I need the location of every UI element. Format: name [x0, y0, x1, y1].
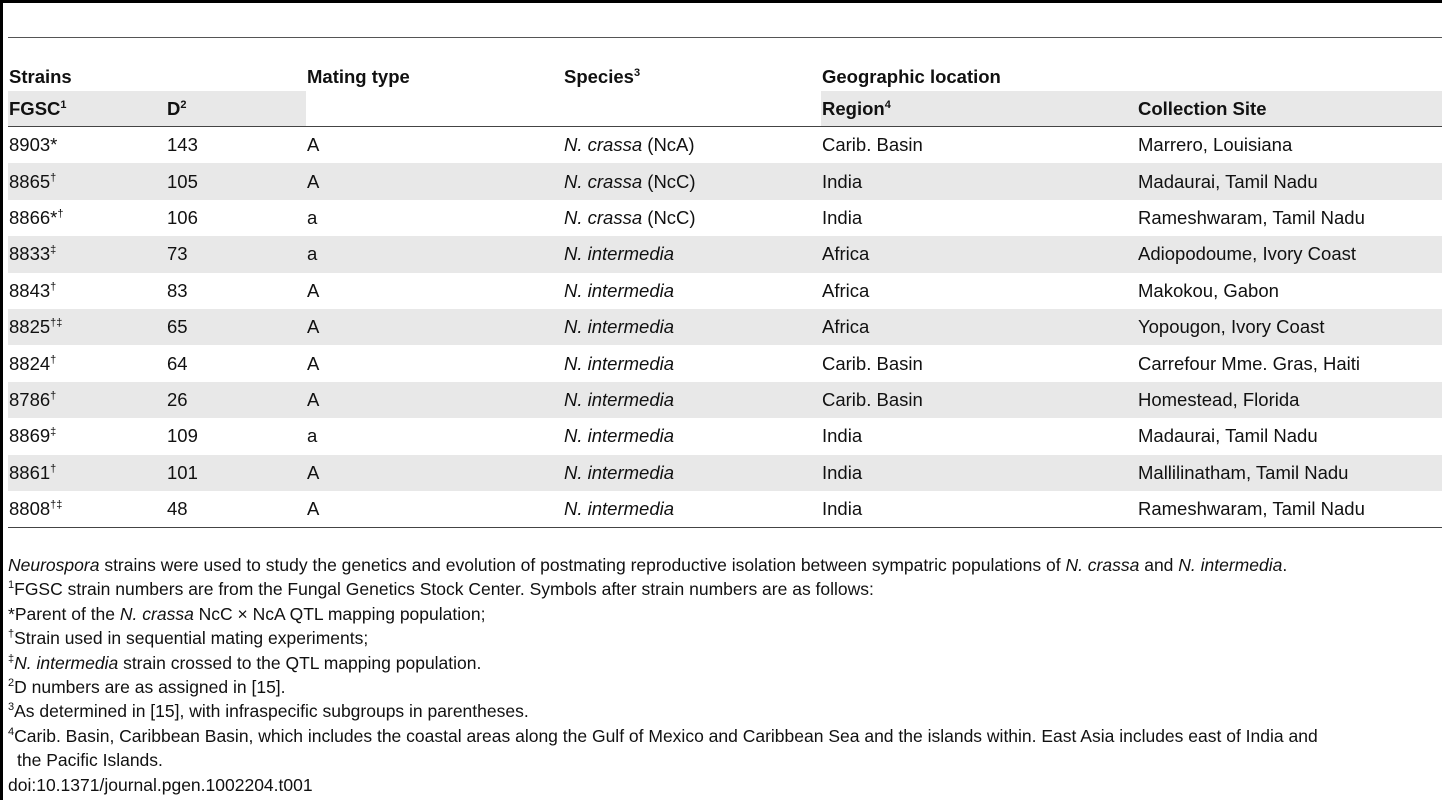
left-border [0, 0, 3, 800]
table-row [8, 418, 1442, 454]
cell-species: N. intermedia [563, 491, 821, 528]
cell-d: 143 [167, 134, 198, 156]
cell-species: N. crassa (NcA) [564, 134, 695, 156]
cell-mating-type: A [306, 382, 563, 418]
cell-d: 101 [166, 455, 306, 491]
cell-region: India [821, 455, 1137, 491]
header-species: Species$^3$ [563, 38, 821, 92]
cell-fgsc: 8808†‡ [8, 491, 166, 528]
cell-fgsc: 8825†‡ [8, 309, 166, 345]
cell-collection-site: Yopougon, Ivory Coast [1137, 309, 1442, 345]
cell-d: 64 [167, 352, 188, 374]
cell-fgsc: 8833‡ [8, 236, 166, 272]
footnote-1: $^1$FGSC strain numbers are from the Fungal Genetics Stock Center. Symbols after strain numbers are as follows: [8, 579, 874, 600]
cell-region: Carib. Basin [821, 382, 1137, 418]
cell-d: 106 [167, 206, 198, 228]
cell-region: Carib. Basin [822, 352, 923, 374]
cell-mating-type: A [306, 163, 563, 199]
cell-region: Africa [821, 309, 1137, 345]
footnote-2: $^2$D numbers are as assigned in [15]. [8, 677, 286, 698]
strains-table-container [8, 37, 1442, 528]
footnote-4-continued: the Pacific Islands. [17, 750, 163, 771]
cell-collection-site: Madaurai, Tamil Nadu [1138, 425, 1318, 447]
table-row [8, 200, 1442, 236]
table-row [8, 309, 1442, 345]
cell-region: India [822, 206, 863, 228]
table-row [8, 273, 1442, 309]
cell-species: N. intermedia [563, 236, 821, 272]
cell-d: 48 [166, 491, 306, 528]
table-row [8, 236, 1442, 272]
cell-collection-site: Marrero, Louisiana [1138, 134, 1293, 156]
cell-region: Africa [821, 236, 1137, 272]
cell-collection-site: Homestead, Florida [1137, 382, 1442, 418]
cell-mating-type: A [306, 455, 563, 491]
header-mating-type: Mating type [306, 38, 563, 92]
cell-region: Carib. Basin [822, 134, 923, 156]
table-row [8, 345, 1442, 381]
cell-fgsc: 8786† [8, 382, 166, 418]
footnote-3: $^3$As determined in [15], with infraspecific subgroups in parentheses. [8, 701, 529, 722]
cell-mating-type: A [306, 491, 563, 528]
cell-fgsc: 8866*† [9, 206, 64, 228]
cell-species: N. intermedia [564, 352, 675, 374]
cell-mating-type: a [306, 236, 563, 272]
table-row [8, 127, 1442, 164]
footnote-4: $^4$Carib. Basin, Caribbean Basin, which includes the coastal areas along the Gulf of Mexico and Caribbean Sea and the islands within. East Asia includes east of India and [8, 725, 1318, 746]
cell-species: N. crassa (NcC) [563, 163, 821, 199]
header-fgsc: FGSC$^1$ [8, 91, 166, 127]
table-row [8, 455, 1442, 491]
cell-d: 83 [167, 279, 188, 301]
cell-d: 26 [166, 382, 306, 418]
cell-d: 105 [166, 163, 306, 199]
header-row-top [8, 38, 1442, 92]
cell-collection-site: Adiopodoume, Ivory Coast [1137, 236, 1442, 272]
table-row [8, 382, 1442, 418]
table-body [8, 127, 1442, 528]
header-strains: Strains [8, 38, 306, 92]
cell-d: 65 [166, 309, 306, 345]
cell-fgsc: 8861† [8, 455, 166, 491]
header-region: Region$^4$ [821, 91, 1137, 127]
cell-fgsc: 8824† [9, 352, 57, 374]
cell-species: N. intermedia [563, 455, 821, 491]
cell-d: 109 [167, 425, 198, 447]
table-row [8, 163, 1442, 199]
header-blank-mating [306, 91, 563, 127]
cell-species: N. intermedia [563, 382, 821, 418]
cell-fgsc: 8843† [9, 279, 57, 301]
cell-collection-site: Rameshwaram, Tamil Nadu [1138, 206, 1365, 228]
footnote-star: *Parent of the N. crassa NcC × NcA QTL mapping population; [8, 603, 486, 624]
cell-mating-type: A [307, 352, 320, 374]
cell-fgsc: 8903* [9, 134, 58, 156]
cell-mating-type: A [307, 134, 320, 156]
cell-collection-site: Makokou, Gabon [1138, 279, 1279, 301]
cell-collection-site: Rameshwaram, Tamil Nadu [1137, 491, 1442, 528]
cell-d: 73 [166, 236, 306, 272]
cell-collection-site: Mallilinatham, Tamil Nadu [1137, 455, 1442, 491]
strains-table [8, 37, 1442, 528]
cell-region: India [822, 425, 863, 447]
header-d: $D^2$ [166, 91, 306, 127]
cell-fgsc: 8869‡ [9, 425, 57, 447]
doi-link[interactable]: doi:10.1371/journal.pgen.1002204.t001 [8, 774, 313, 795]
footnote-dagger: †Strain used in sequential mating experiments; [8, 628, 369, 649]
cell-fgsc: 8865† [8, 163, 166, 199]
header-geographic-location: Geographic location [821, 38, 1442, 92]
cell-mating-type: a [307, 206, 318, 228]
top-border [0, 0, 1442, 3]
cell-species: N. intermedia [564, 279, 675, 301]
cell-mating-type: a [307, 425, 318, 447]
cell-species: N. intermedia [564, 425, 675, 447]
cell-mating-type: A [307, 279, 320, 301]
header-row-sub [8, 91, 1442, 127]
table-footnotes [8, 553, 1440, 797]
cell-collection-site: Carrefour Mme. Gras, Haiti [1138, 352, 1361, 374]
table-row [8, 491, 1442, 528]
cell-species: N. crassa (NcC) [564, 206, 696, 228]
header-blank-species [563, 91, 821, 127]
cell-region: India [821, 491, 1137, 528]
cell-region: Africa [822, 279, 870, 301]
footnote-intro: Neurospora strains were used to study the genetics and evolution of postmating reproductive isolation between sympatric populations of N. crassa and N. intermedia. [8, 555, 1288, 575]
cell-collection-site: Madaurai, Tamil Nadu [1137, 163, 1442, 199]
cell-mating-type: A [306, 309, 563, 345]
cell-region: India [821, 163, 1137, 199]
cell-species: N. intermedia [563, 309, 821, 345]
header-collection-site: Collection Site [1137, 91, 1442, 127]
footnote-double-dagger: ‡N. intermedia strain crossed to the QTL mapping population. [8, 652, 482, 673]
